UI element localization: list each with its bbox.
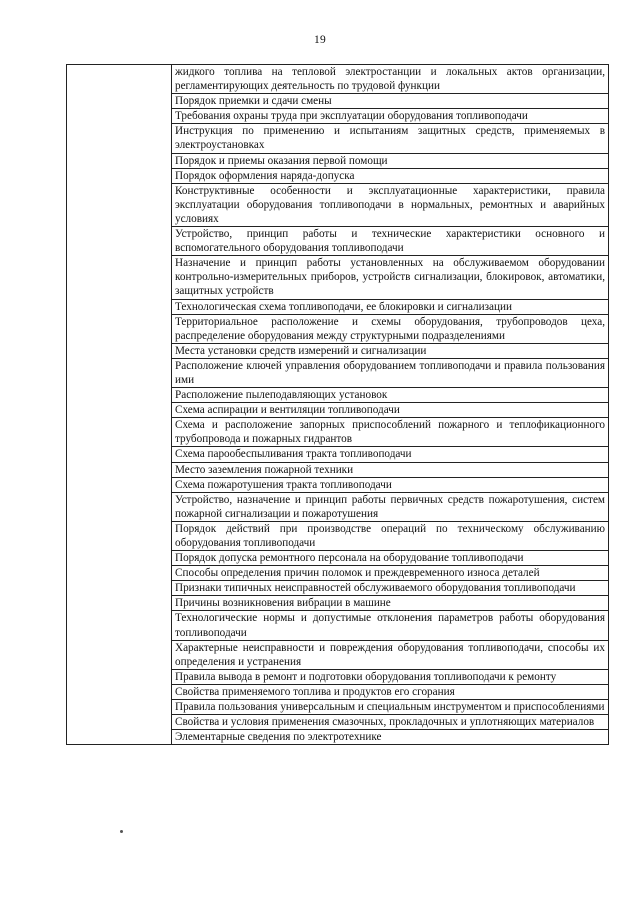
table-cell: Правила пользования универсальным и специальным инструментом и приспособлениями (172, 700, 609, 715)
table-cell: Схема пожаротушения тракта топливоподачи (172, 477, 609, 492)
table-cell: Элементарные сведения по электротехнике (172, 730, 609, 745)
table-cell: Порядок и приемы оказания первой помощи (172, 153, 609, 168)
table-cell: Способы определения причин поломок и преждевременного износа деталей (172, 566, 609, 581)
table-cell: Назначение и принцип работы установленных на обслуживаемом оборудовании контрольно-измерительных приборов, устройств сигнализации, блокировок, автоматики, защитных устройств (172, 256, 609, 299)
table-cell: жидкого топлива на тепловой электростанции и локальных актов организации, регламентирующих деятельность по трудовой функции (172, 65, 609, 94)
table-cell: Место заземления пожарной техники (172, 462, 609, 477)
table-cell: Требования охраны труда при эксплуатации оборудования топливоподачи (172, 109, 609, 124)
empty-label-cell (67, 65, 172, 745)
table-cell: Технологические нормы и допустимые отклонения параметров работы оборудования топливоподачи (172, 611, 609, 640)
table-row (67, 65, 609, 94)
table-cell: Правила вывода в ремонт и подготовки оборудования топливоподачи к ремонту (172, 669, 609, 684)
table-cell: Схема парообеспыливания тракта топливоподачи (172, 447, 609, 462)
table-cell: Порядок приемки и сдачи смены (172, 94, 609, 109)
table-cell: Конструктивные особенности и эксплуатационные характеристики, правила эксплуатации оборудования топливоподачи в нормальных, ремонтных и аварийных условиях (172, 183, 609, 226)
table-cell: Свойства и условия применения смазочных, прокладочных и уплотняющих материалов (172, 715, 609, 730)
table-cell: Порядок оформления наряда-допуска (172, 168, 609, 183)
table-cell: Признаки типичных неисправностей обслуживаемого оборудования топливоподачи (172, 581, 609, 596)
table-cell: Инструкция по применению и испытаниям защитных средств, применяемых в электроустановках (172, 124, 609, 153)
knowledge-table (66, 64, 609, 745)
table-cell: Расположение пылеподавляющих установок (172, 388, 609, 403)
table-cell: Расположение ключей управления оборудованием топливоподачи и правила пользования ими (172, 358, 609, 387)
table-cell: Свойства применяемого топлива и продуктов его сгорания (172, 684, 609, 699)
table-cell: Устройство, назначение и принцип работы первичных средств пожаротушения, систем пожарной сигнализации и пожаротушения (172, 492, 609, 521)
table-cell: Характерные неисправности и повреждения оборудования топливоподачи, способы их определения и устранения (172, 640, 609, 669)
table-cell: Места установки средств измерений и сигнализации (172, 343, 609, 358)
table-cell: Территориальное расположение и схемы оборудования, трубопроводов цеха, распределение оборудования между структурными подразделениями (172, 314, 609, 343)
table-cell: Устройство, принцип работы и технические характеристики основного и вспомогательного оборудования топливоподачи (172, 227, 609, 256)
table-cell: Схема и расположение запорных приспособлений пожарного и теплофикационного трубопровода и пожарных гидрантов (172, 418, 609, 447)
scan-speck (120, 830, 123, 833)
table-cell: Причины возникновения вибрации в машине (172, 596, 609, 611)
table-cell: Порядок действий при производстве операций по техническому обслуживанию оборудования топливоподачи (172, 521, 609, 550)
page-number: 19 (313, 34, 327, 46)
table-cell: Схема аспирации и вентиляции топливоподачи (172, 403, 609, 418)
table-cell: Технологическая схема топливоподачи, ее блокировки и сигнализации (172, 299, 609, 314)
table-cell: Порядок допуска ремонтного персонала на оборудование топливоподачи (172, 551, 609, 566)
